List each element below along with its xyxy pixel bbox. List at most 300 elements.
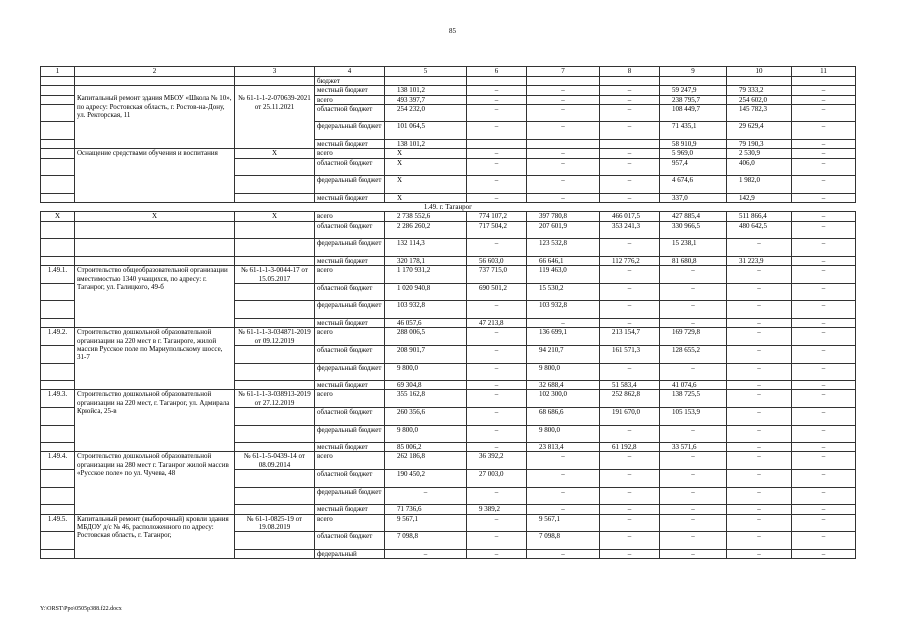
table-row: [41, 149, 856, 158]
item-number: [41, 532, 75, 550]
amount-cell: [75, 256, 235, 265]
amount-cell: –: [467, 328, 527, 346]
permit-number: [235, 363, 315, 381]
amount-cell: –: [792, 140, 856, 149]
funding-source: областной бюджет: [315, 104, 385, 122]
amount-cell: –: [467, 176, 527, 194]
project-description: Строительство дошкольной образовательной организации на 220 мест, г. Таганрог, ул. Адмирала Крюйса, 25-в: [75, 390, 235, 452]
item-number: X: [41, 212, 75, 221]
amount-cell: –: [792, 266, 856, 284]
amount-cell: –: [467, 425, 527, 443]
amount-cell: –: [600, 505, 660, 514]
amount-cell: –: [600, 149, 660, 158]
amount-cell: –: [727, 390, 792, 408]
amount-cell: 288 006,5: [385, 328, 467, 346]
funding-source: федеральный бюджет: [315, 301, 385, 319]
amount-cell: 262 186,8: [385, 452, 467, 470]
amount-cell: 213 154,7: [600, 328, 660, 346]
funding-source: всего: [315, 452, 385, 470]
amount-cell: –: [600, 266, 660, 284]
amount-cell: 23 813,4: [527, 443, 600, 452]
amount-cell: –: [727, 505, 792, 514]
funding-source: федеральный бюджет: [315, 487, 385, 505]
amount-cell: –: [600, 363, 660, 381]
table-row: [41, 221, 856, 239]
header-cell: 7: [527, 67, 600, 77]
header-cell: 5: [385, 67, 467, 77]
amount-cell: –: [600, 86, 660, 95]
amount-cell: 717 504,2: [467, 221, 527, 239]
amount-cell: 480 642,5: [727, 221, 792, 239]
amount-cell: 9 567,1: [527, 514, 600, 532]
amount-cell: 103 932,8: [385, 301, 467, 319]
amount-cell: –: [467, 407, 527, 425]
item-number: [41, 505, 75, 514]
funding-source: местный бюджет: [315, 256, 385, 265]
amount-cell: –: [727, 452, 792, 470]
amount-cell: [467, 77, 527, 86]
amount-cell: –: [600, 122, 660, 140]
funding-source: областной бюджет: [315, 345, 385, 363]
permit-number: [235, 470, 315, 488]
permit-number: [235, 256, 315, 265]
amount-cell: 27 003,0: [467, 470, 527, 488]
amount-cell: 1 020 940,8: [385, 283, 467, 301]
amount-cell: –: [660, 549, 727, 558]
item-number: [41, 443, 75, 452]
project-description: Строительство дошкольной образовательной организации на 220 мест в г. Таганроге, жилой массив Русское поле по Мариупольскому шоссе, 31-7: [75, 328, 235, 390]
amount-cell: 81 680,8: [660, 256, 727, 265]
amount-cell: –: [792, 505, 856, 514]
table-row: [41, 390, 856, 408]
amount-cell: 79 333,2: [727, 86, 792, 95]
amount-cell: X: [385, 176, 467, 194]
amount-cell: [600, 77, 660, 86]
amount-cell: [660, 77, 727, 86]
amount-cell: –: [727, 487, 792, 505]
amount-cell: –: [660, 532, 727, 550]
header-cell: 2: [75, 67, 235, 77]
project-description: Оснащение средствами обучения и воспитания: [75, 149, 235, 203]
amount-cell: –: [660, 514, 727, 532]
amount-cell: 46 057,6: [385, 319, 467, 328]
amount-cell: 252 862,8: [600, 390, 660, 408]
amount-cell: –: [527, 122, 600, 140]
amount-cell: –: [467, 345, 527, 363]
amount-cell: –: [527, 149, 600, 158]
funding-source: областной бюджет: [315, 532, 385, 550]
item-number: [41, 176, 75, 194]
amount-cell: 69 304,8: [385, 381, 467, 390]
amount-cell: –: [792, 549, 856, 558]
amount-cell: –: [600, 176, 660, 194]
amount-cell: 138 725,5: [660, 390, 727, 408]
amount-cell: –: [527, 86, 600, 95]
amount-cell: –: [600, 319, 660, 328]
funding-source: местный бюджет: [315, 140, 385, 149]
funding-source: областной бюджет: [315, 283, 385, 301]
amount-cell: –: [792, 239, 856, 257]
funding-source: всего: [315, 390, 385, 408]
amount-cell: 208 901,7: [385, 345, 467, 363]
funding-source: всего: [315, 149, 385, 158]
amount-cell: –: [527, 470, 600, 488]
amount-cell: –: [792, 487, 856, 505]
amount-cell: –: [727, 363, 792, 381]
item-number: [41, 470, 75, 488]
funding-source: местный бюджет: [315, 505, 385, 514]
item-number: 1.49.2.: [41, 328, 75, 346]
permit-number: [235, 443, 315, 452]
amount-cell: 31 223,9: [727, 256, 792, 265]
item-number: [41, 487, 75, 505]
item-number: [41, 407, 75, 425]
funding-source: областной бюджет: [315, 221, 385, 239]
amount-cell: 128 655,2: [660, 345, 727, 363]
amount-cell: –: [792, 345, 856, 363]
amount-cell: –: [527, 104, 600, 122]
table-row: [41, 239, 856, 257]
header-row: [41, 67, 856, 77]
permit-number: X: [235, 212, 315, 221]
table-row: [41, 328, 856, 346]
amount-cell: 169 729,8: [660, 328, 727, 346]
amount-cell: –: [792, 176, 856, 194]
amount-cell: 161 571,3: [600, 345, 660, 363]
funding-source: всего: [315, 328, 385, 346]
amount-cell: –: [727, 266, 792, 284]
amount-cell: –: [467, 301, 527, 319]
amount-cell: 320 178,1: [385, 256, 467, 265]
amount-cell: 774 107,2: [467, 212, 527, 221]
amount-cell: –: [727, 301, 792, 319]
amount-cell: –: [792, 363, 856, 381]
amount-cell: 56 603,0: [467, 256, 527, 265]
permit-number: X: [235, 149, 315, 158]
amount-cell: –: [792, 221, 856, 239]
amount-cell: –: [792, 256, 856, 265]
amount-cell: –: [792, 514, 856, 532]
amount-cell: 33 571,6: [660, 443, 727, 452]
amount-cell: 41 074,6: [660, 381, 727, 390]
item-number: [41, 122, 75, 140]
funding-source: местный бюджет: [315, 319, 385, 328]
amount-cell: [600, 140, 660, 149]
project-description: Капитальный ремонт (выборочный) кровли здания МБДОУ д/с № 46, расположенного по адресу: Ростовская область, г. Таганрог,: [75, 514, 235, 558]
amount-cell: –: [600, 193, 660, 202]
amount-cell: –: [792, 443, 856, 452]
permit-number: [235, 319, 315, 328]
amount-cell: 132 114,3: [385, 239, 467, 257]
table-row: [41, 266, 856, 284]
permit-number: [235, 301, 315, 319]
project-description: Капитальный ремонт здания МБОУ «Школа № 10», по адресу: Ростовская область, г. Ростов-на-Дону, ул. Ректорская, 11: [75, 86, 235, 149]
table-row: [41, 212, 856, 221]
amount-cell: [75, 239, 235, 257]
amount-cell: –: [660, 363, 727, 381]
amount-cell: [75, 77, 235, 86]
item-number: [41, 193, 75, 202]
amount-cell: –: [792, 158, 856, 176]
amount-cell: –: [727, 470, 792, 488]
amount-cell: 511 866,4: [727, 212, 792, 221]
amount-cell: –: [727, 239, 792, 257]
item-number: [41, 345, 75, 363]
amount-cell: 9 800,0: [385, 425, 467, 443]
amount-cell: –: [660, 505, 727, 514]
amount-cell: 337,0: [660, 193, 727, 202]
amount-cell: 85 006,2: [385, 443, 467, 452]
permit-number: [235, 176, 315, 194]
amount-cell: 51 583,4: [600, 381, 660, 390]
amount-cell: 190 450,2: [385, 470, 467, 488]
permit-number: [235, 505, 315, 514]
funding-source: федеральный бюджет: [315, 425, 385, 443]
amount-cell: –: [727, 532, 792, 550]
amount-cell: 4 674,6: [660, 176, 727, 194]
amount-cell: 2 286 260,2: [385, 221, 467, 239]
amount-cell: 66 646,1: [527, 256, 600, 265]
amount-cell: 59 247,9: [660, 86, 727, 95]
amount-cell: 7 098,8: [385, 532, 467, 550]
amount-cell: –: [792, 390, 856, 408]
budget-table: [40, 66, 856, 559]
amount-cell: 9 800,0: [385, 363, 467, 381]
amount-cell: 79 190,3: [727, 140, 792, 149]
amount-cell: 427 885,4: [660, 212, 727, 221]
amount-cell: –: [727, 381, 792, 390]
amount-cell: 466 017,5: [600, 212, 660, 221]
item-number: [41, 256, 75, 265]
header-cell: 8: [600, 67, 660, 77]
amount-cell: –: [792, 86, 856, 95]
amount-cell: –: [467, 363, 527, 381]
permit-number: [235, 283, 315, 301]
funding-source: областной бюджет: [315, 407, 385, 425]
permit-number: [235, 381, 315, 390]
amount-cell: 119 463,0: [527, 266, 600, 284]
item-number: [41, 425, 75, 443]
amount-cell: –: [792, 301, 856, 319]
amount-cell: –: [727, 443, 792, 452]
permit-number: № 61-1-1-3-038913-2019 от 27.12.2019: [235, 390, 315, 408]
amount-cell: 68 686,6: [527, 407, 600, 425]
item-number: [41, 77, 75, 86]
amount-cell: –: [660, 301, 727, 319]
item-number: [41, 363, 75, 381]
funding-source: федеральный бюджет: [315, 363, 385, 381]
amount-cell: 353 241,3: [600, 221, 660, 239]
amount-cell: X: [385, 158, 467, 176]
amount-cell: 58 910,9: [660, 140, 727, 149]
item-number: 1.49.1.: [41, 266, 75, 284]
item-number: [41, 283, 75, 301]
amount-cell: 406,0: [727, 158, 792, 176]
section-heading: 1.49. г. Таганрог: [41, 203, 856, 212]
amount-cell: –: [727, 425, 792, 443]
amount-cell: 101 064,5: [385, 122, 467, 140]
amount-cell: –: [527, 505, 600, 514]
amount-cell: 136 699,1: [527, 328, 600, 346]
funding-source: федеральный бюджет: [315, 176, 385, 194]
permit-number: [235, 487, 315, 505]
amount-cell: 9 389,2: [467, 505, 527, 514]
permit-number: № 61-1-1-3-034871-2019 от 09.12.2019: [235, 328, 315, 346]
amount-cell: –: [600, 514, 660, 532]
amount-cell: X: [385, 193, 467, 202]
amount-cell: –: [600, 452, 660, 470]
amount-cell: X: [385, 149, 467, 158]
item-number: [41, 86, 75, 95]
amount-cell: –: [727, 328, 792, 346]
amount-cell: –: [792, 193, 856, 202]
file-path-footer: Y:\ORST\Ppo\0505p388.f22.docx: [40, 606, 122, 612]
amount-cell: 94 210,7: [527, 345, 600, 363]
header-cell: 1: [41, 67, 75, 77]
permit-number: [235, 221, 315, 239]
amount-cell: –: [527, 319, 600, 328]
amount-cell: –: [467, 549, 527, 558]
funding-source: федеральный бюджет: [315, 122, 385, 140]
amount-cell: 260 356,6: [385, 407, 467, 425]
permit-number: [235, 407, 315, 425]
amount-cell: 105 153,9: [660, 407, 727, 425]
amount-cell: –: [660, 266, 727, 284]
permit-number: № 61-1-5-0439-14 от 08.09.2014: [235, 452, 315, 470]
amount-cell: 330 966,5: [660, 221, 727, 239]
table-row: [41, 86, 856, 95]
amount-cell: –: [792, 149, 856, 158]
header-cell: 11: [792, 67, 856, 77]
item-number: [41, 140, 75, 149]
project-description: Строительство дошкольной образовательной организации на 280 мест г. Таганрог жилой массив «Русское поле» по ул. Чучева, 48: [75, 452, 235, 514]
amount-cell: –: [727, 549, 792, 558]
amount-cell: –: [660, 470, 727, 488]
amount-cell: 15 530,2: [527, 283, 600, 301]
amount-cell: –: [792, 104, 856, 122]
amount-cell: –: [467, 86, 527, 95]
item-number: [41, 158, 75, 176]
amount-cell: –: [660, 283, 727, 301]
permit-number: [235, 158, 315, 176]
amount-cell: –: [467, 381, 527, 390]
table-row: [41, 452, 856, 470]
amount-cell: 493 397,7: [385, 95, 467, 104]
amount-cell: 254 232,0: [385, 104, 467, 122]
amount-cell: –: [727, 283, 792, 301]
amount-cell: 15 238,1: [660, 239, 727, 257]
amount-cell: –: [660, 319, 727, 328]
amount-cell: 1 982,0: [727, 176, 792, 194]
amount-cell: –: [792, 407, 856, 425]
amount-cell: 103 932,8: [527, 301, 600, 319]
amount-cell: –: [527, 487, 600, 505]
amount-cell: –: [600, 425, 660, 443]
funding-source: местный бюджет: [315, 193, 385, 202]
item-number: [41, 319, 75, 328]
amount-cell: [792, 77, 856, 86]
amount-cell: –: [467, 487, 527, 505]
item-number: [41, 221, 75, 239]
funding-source: местный бюджет: [315, 381, 385, 390]
amount-cell: 9 800,0: [527, 363, 600, 381]
item-number: [41, 381, 75, 390]
amount-cell: –: [600, 301, 660, 319]
amount-cell: X: [75, 212, 235, 221]
amount-cell: 32 688,4: [527, 381, 600, 390]
amount-cell: –: [467, 104, 527, 122]
amount-cell: [385, 77, 467, 86]
amount-cell: –: [467, 149, 527, 158]
item-number: [41, 239, 75, 257]
permit-number: [235, 345, 315, 363]
amount-cell: –: [385, 487, 467, 505]
amount-cell: –: [600, 104, 660, 122]
funding-source: местный бюджет: [315, 443, 385, 452]
page-number: 85: [449, 27, 456, 35]
amount-cell: 238 795,7: [660, 95, 727, 104]
amount-cell: 112 776,2: [600, 256, 660, 265]
funding-source: всего: [315, 212, 385, 221]
amount-cell: –: [600, 549, 660, 558]
amount-cell: [467, 140, 527, 149]
funding-source: всего: [315, 95, 385, 104]
amount-cell: –: [792, 470, 856, 488]
amount-cell: 138 101,2: [385, 86, 467, 95]
amount-cell: –: [467, 532, 527, 550]
permit-number: [235, 239, 315, 257]
amount-cell: 138 101,2: [385, 140, 467, 149]
amount-cell: 397 780,8: [527, 212, 600, 221]
amount-cell: –: [600, 487, 660, 505]
funding-source: местный бюджет: [315, 86, 385, 95]
funding-source: областной бюджет: [315, 470, 385, 488]
amount-cell: –: [527, 95, 600, 104]
amount-cell: 355 162,8: [385, 390, 467, 408]
amount-cell: –: [527, 549, 600, 558]
header-cell: 9: [660, 67, 727, 77]
table-row: [41, 256, 856, 265]
project-description: Строительство общеобразовательной организации вместимостью 1340 учащихся, по адресу: г. Таганрог, ул. Галицкого, 49-б: [75, 266, 235, 328]
amount-cell: [527, 140, 600, 149]
funding-source: всего: [315, 266, 385, 284]
funding-source: федеральный: [315, 549, 385, 558]
amount-cell: 29 629,4: [727, 122, 792, 140]
funding-source: всего: [315, 514, 385, 532]
amount-cell: –: [792, 452, 856, 470]
amount-cell: 690 501,2: [467, 283, 527, 301]
permit-number: № 61-1-1-2-070639-2021 от 25.11.2021: [235, 86, 315, 149]
item-number: [41, 95, 75, 104]
permit-number: [235, 193, 315, 202]
amount-cell: [727, 77, 792, 86]
header-cell: 10: [727, 67, 792, 77]
permit-number: [235, 532, 315, 550]
amount-cell: –: [600, 158, 660, 176]
amount-cell: –: [792, 328, 856, 346]
amount-cell: 61 192,8: [600, 443, 660, 452]
amount-cell: –: [727, 407, 792, 425]
amount-cell: –: [527, 193, 600, 202]
funding-source: федеральный бюджет: [315, 239, 385, 257]
permit-number: [235, 425, 315, 443]
amount-cell: 2 738 552,6: [385, 212, 467, 221]
amount-cell: –: [467, 239, 527, 257]
amount-cell: 737 715,0: [467, 266, 527, 284]
permit-number: [235, 549, 315, 558]
header-cell: 6: [467, 67, 527, 77]
amount-cell: –: [600, 470, 660, 488]
